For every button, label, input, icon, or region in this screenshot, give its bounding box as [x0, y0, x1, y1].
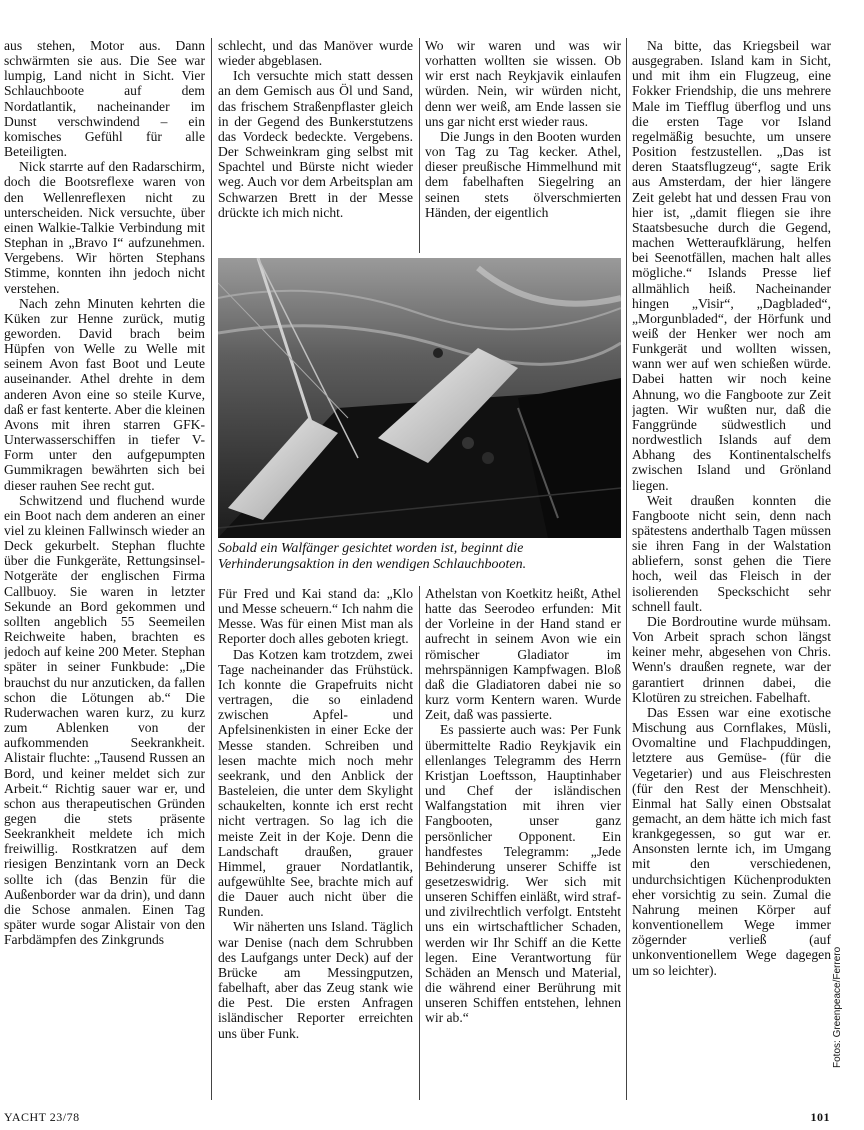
- text-column-2-bottom: [218, 586, 413, 1100]
- text-column-3-bottom: [425, 586, 621, 1100]
- paragraph: Nach zehn Minuten kehrten die Küken zur Henne zurück, mutig geworden. David brach beim Hüpfen von Welle zu Welle mit seinem Avon fast Boot und Leute auseinander. Athel drehte in dem anderen Avon eine so steile Kurve, daß er fast kenterte. Aber die kleinen Avons mit ihren starren GFK-Unterwasserschiffen in tiefer V-Form unter den aufgepumpten Gummikragen bewährten sich bei dieser rauhen See recht gut.: [4, 295, 205, 493]
- paragraph: Weit draußen konnten die Fangboote nicht sein, denn nach spätestens anderthalb Tagen müssen sie ihren Fang in der Walstation abliefern, sonst gehen die Tiere hoch, weil das Fleisch in der isolierenden Speckschicht sehr schnell fault.: [632, 492, 831, 614]
- paragraph: Das Kotzen kam trotzdem, zwei Tage nacheinander das Frühstück. Ich konnte die Grapefruits nicht vertragen, die so einladend zwischen Apfel- und Apfelsinenkisten in einer Ecke der Messe standen. Schreiben und lesen machte mich noch mehr seekrank, und den Anblick der Basteleien, die unter dem Skylight schaukelten, konnte ich erst recht nicht vertragen. So lag ich die meiste Zeit in der Koje. Denn die Landschaft draußen, grauer Himmel, grauer Nordatlantik, aufgewühlte See, brachte mich auf die Dauer auch nicht über die Runden.: [218, 646, 413, 920]
- text-column-3-top: [425, 38, 621, 253]
- paragraph: Es passierte auch was: Per Funk übermittelte Radio Reykjavik ein ellenlanges Telegramm des Herrn Kristjan Loeftsson, Hauptinhaber und Chef der isländischen Walfangstation mit ihren vier Fangbooten, unser ganz persönlicher Opponent. Ein handfestes Telegramm: „Jede Behinderung unserer Schiffe ist gesetzeswidrig. Wer sich mit unseren Schiffen einläßt, wird straf- und zivilrechtlich verfolgt. Entsteht uns ein wirtschaftlicher Schaden, werden wir Ihr Schiff an die Kette legen. Eine Verantwortung für Schäden an Mensch und Material, die während einer Berührung mit unseren Schiffen entstehen, lehnen wir ab.“: [425, 722, 621, 1026]
- paragraph: Für Fred und Kai stand da: „Klo und Messe scheuern.“ Ich nahm die Messe. Was für einen Mist man als Reporter doch alles geboten kriegt.: [218, 586, 413, 647]
- column-rule: [419, 38, 420, 253]
- column-rule: [626, 38, 627, 1100]
- photo-whaling-boat-deck: [218, 258, 621, 538]
- paragraph: Ich versuchte mich statt dessen an dem Gemisch aus Öl und Sand, das frischem Straßenpflaster gleich in der Gegend des Bunkerstutzens das Vordeck bedeckte. Vergebens. Der Schweinkram ging selbst mit Spachtel und Bürste nicht wieder weg. Auch vor dem Arbeitsplan am Schwarzen Brett in der Messe drückte ich mich nicht.: [218, 68, 413, 220]
- paragraph: Athelstan von Koetkitz heißt, Athel hatte das Seerodeo erfunden: Mit der Vorleine in der Hand stand er aufrecht in seinem Avon wie ein römischer Gladiator im mehrspännigen Kampfwagen. Bloß daß die Gladiatoren dabei nie so kurz vorm Kentern waren. Wurde Zeit, daß was passierte.: [425, 586, 621, 723]
- paragraph: aus stehen, Motor aus. Dann schwärmten sie aus. Die See war lumpig, Land nicht in Sicht. Vier Schlauchboote auf dem Nordatlantik, nacheinander im Dunst verschwindend – ein komisches Gefühl für alle Beteiligten.: [4, 38, 205, 160]
- column-rule: [211, 38, 212, 1100]
- column-rule: [419, 586, 420, 1100]
- paragraph: Nick starrte auf den Radarschirm, doch die Bootsreflexe waren von den Wellenreflexen nicht zu unterscheiden. Nick versuchte, über einen Walkie-Talkie Verbindung mit Stephan in „Bravo I“ aufzunehmen. Vergebens. Wir hörten Stephans Stimme, konnten ihn jedoch nicht verstehen.: [4, 159, 205, 296]
- paragraph: schlecht, und das Manöver wurde wieder abgeblasen.: [218, 38, 413, 69]
- paragraph: Wir näherten uns Island. Täglich war Denise (nach dem Schrubben des Laufgangs unter Deck) auf der Brücke am Messingputzen, fabelhaft, aber das Zeug stank wie die Pest. Die ersten Anfragen isländischer Reporter erreichten uns über Funk.: [218, 919, 413, 1041]
- photo-caption: Sobald ein Walfänger gesichtet worden ist, beginnt die Verhinderungsaktion in den wendigen Schlauchbooten.: [218, 541, 527, 572]
- magazine-issue: YACHT 23/78: [4, 1110, 80, 1124]
- paragraph: Die Jungs in den Booten wurden von Tag zu Tag kecker. Athel, dieser preußische Himmelhund mit dem fabelhaften Siegelring an seinen stets ölverschmierten Händen, der eigentlich: [425, 128, 621, 220]
- page-number: 101: [810, 1110, 830, 1124]
- paragraph: Die Bordroutine wurde mühsam. Von Arbeit sprach schon längst keiner mehr, abgesehen von Chris. Wenn's draußen regnete, war der garantiert drinnen dabei, die Klotüren zu streichen. Fabelhaft.: [632, 613, 831, 705]
- paragraph: Wo wir waren und was wir vorhatten wollten sie wissen. Ob wir erst nach Reykjavik einlaufen würden. Nein, wir würden nicht, denn wer weiß, am Ende lassen sie uns gar nicht erst wieder raus.: [425, 38, 621, 129]
- paragraph: Na bitte, das Kriegsbeil war ausgegraben. Island kam in Sicht, und mit ihm ein Flugzeug, eine Fokker Friendship, die uns mehrere Male im Tiefflug überflog und uns die ersten Tage vor Island regelmäßig besuchte, um unsere Position festzustellen. „Das ist deren Staatsflugzeug“, sagte Erik aus Amsterdam, der hier längere Zeit gelebt hat und dessen Frau von hier ist, „damit fliegen sie ihre Staatsbesuche durch die Gegend, machen Wetteraufklärung, helfen bei Seenotfällen, machen halt alles mögliche.“ Islands Presse lief allmählich heiß. Nacheinander hingen „Visir“, „Dagbladed“, „Morgunbladed“, der Hörfunk und weiß der Henker wer noch am Funkgerät und wollten wissen, wann wer auf wen schießen würde. Dabei hatten wir noch keine Ahnung, wo die Fangboote zur Zeit jagten. Wir wußten nur, daß die Fanggründe südwestlich und nordwestlich Islands auf dem Abhang des Kontinentalschelfs zwischen Island und Grönland liegen.: [632, 38, 831, 493]
- text-column-1: [4, 38, 205, 1100]
- photo-credit: Fotos: Greenpeace/Ferrero: [832, 946, 843, 1068]
- paragraph: Das Essen war eine exotische Mischung aus Cornflakes, Müsli, Ovomaltine und Flachpuddingen, letztere aus Gemüse- (für die Vegetarier) und aus Fleischresten (für den Rest der Menschheit). Einmal hat Sally einen Obstsalat gemacht, an dem hätte ich mich fast krankgegessen, so gut war er. Ansonsten lernte ich, im Umgang mit den verschiedenen, undurchsichtigen Küchenprodukten eher vorsichtig zu sein. Zumal die Nahrung meinen Körper auf konventionellem Wege immer zögernder verließ (auf unkonventionellem Wege dagegen um so leichter).: [632, 704, 831, 978]
- paragraph: Schwitzend und fluchend wurde ein Boot nach dem anderen an einer viel zu kleinen Fallwinsch wieder an Deck gekurbelt. Stephan fluchte über die Funkgeräte, Rettungsinsel-Notgeräte der englischen Firma Callbuoy. Sie waren in letzter Sekunde an Bord gekommen und sollten angeblich 55 Seemeilen Reichweite haben, brachten es jedoch auf keine 200 Meter. Stephan später in seiner Funkbude: „Die brauchst du nur anzuticken, da fallen schon die Lötungen ab.“ Die Ruderwachen waren kurz, zu kurz zum Ablenken von der aufkommenden Seekrankheit. Alistair fluchte: „Tausend Russen an Bord, und keiner meldet sich zur Arbeit.“ Richtig sauer war er, und schon aus therapeutischen Gründen gegen die stets präsente Seekrankheit meldete ich mich freiwillig. Rostkratzen auf dem riesigen Benzintank vorn an Deck sollte ich (das Benzin für die Außenborder war da drin), und dann die Schose anmalen. Einen Tag später wurde sogar Alistair von den Farbdämpfen des Zinkgrunds: [4, 492, 205, 948]
- text-column-4: [632, 38, 831, 1100]
- text-column-2-top: [218, 38, 413, 253]
